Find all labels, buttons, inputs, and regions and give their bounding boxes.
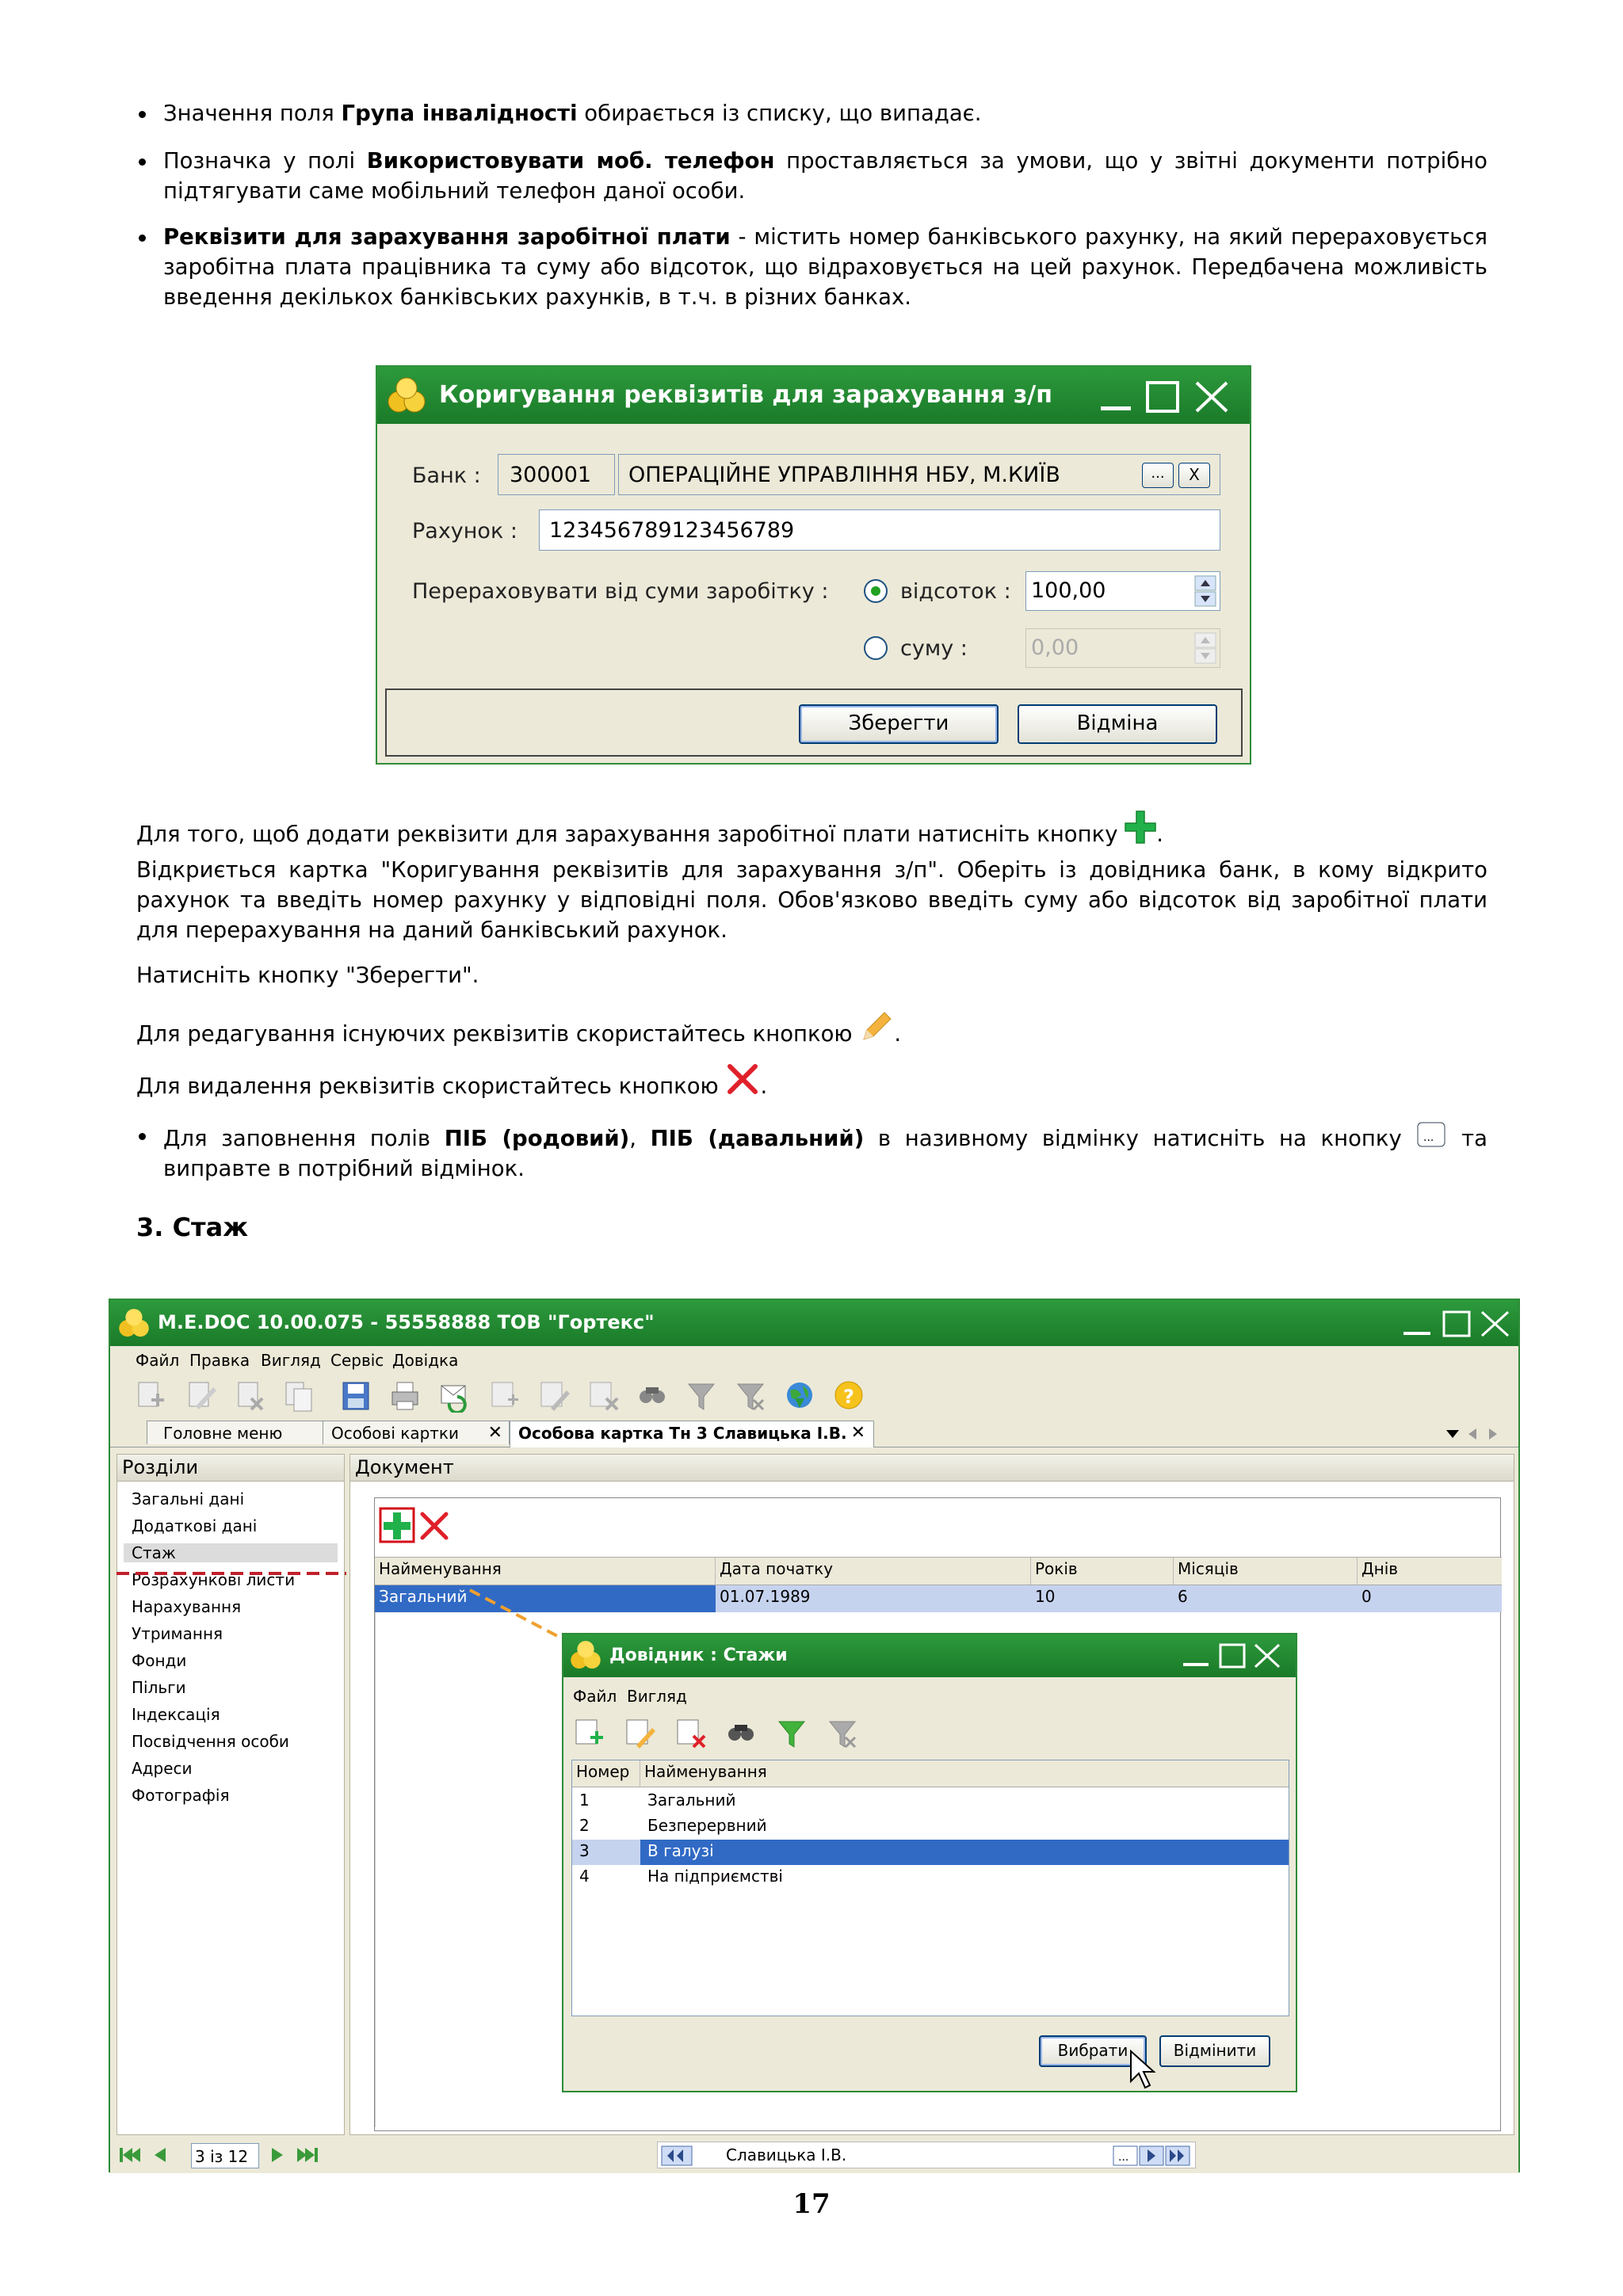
first-record-icon[interactable]: [118, 2145, 142, 2165]
document-header: Документ: [350, 1455, 1514, 1482]
update-globe-icon[interactable]: [784, 1379, 815, 1413]
person-first-icon[interactable]: [661, 2145, 693, 2166]
maximize-icon[interactable]: [1218, 1642, 1247, 1669]
copy-doc-icon[interactable]: [283, 1379, 315, 1413]
dict-filter-icon[interactable]: [776, 1717, 808, 1750]
list-item[interactable]: [572, 1789, 1289, 1814]
percent-field[interactable]: 100,00: [1025, 571, 1220, 611]
row-years: 10: [1035, 1587, 1056, 1606]
medoc-window: [109, 1299, 1520, 2172]
menu-help[interactable]: Довідка: [392, 1351, 459, 1370]
nav-benefits[interactable]: Пільги: [132, 1678, 186, 1697]
account-label: Рахунок :: [412, 519, 517, 543]
row-days: 0: [1361, 1587, 1372, 1606]
grid-left-column: [375, 1612, 376, 2127]
tabs-right-icon[interactable]: [1487, 1427, 1499, 1441]
app-menu-bar: [110, 1346, 1518, 1375]
ellipsis-button-icon: [1415, 1120, 1447, 1149]
nav-funds[interactable]: Фонди: [132, 1651, 187, 1670]
sections-header: Розділи: [117, 1455, 344, 1482]
dict-header-name[interactable]: Найменування: [644, 1762, 767, 1781]
dict-edit-icon[interactable]: [624, 1717, 655, 1750]
tab-strip: [110, 1421, 1518, 1447]
dict-row-number: 2: [579, 1816, 590, 1835]
dict-row-name: Безперервний: [647, 1816, 767, 1835]
new-doc-icon[interactable]: [134, 1379, 166, 1413]
app-logo-icon: [568, 1639, 603, 1671]
delete-doc-icon[interactable]: [234, 1379, 265, 1413]
bank-label: Банк :: [412, 463, 481, 488]
nav-payslips[interactable]: Розрахункові листи: [132, 1570, 296, 1589]
app-logo-icon: [385, 376, 428, 414]
grid-header-days[interactable]: Днів: [1361, 1559, 1399, 1578]
nav-general[interactable]: Загальні дані: [132, 1489, 245, 1508]
save-button[interactable]: Зберегти: [799, 704, 999, 744]
bullet-disability-group: Значення поля Група інвалідності обирається із списку, що випадає.: [136, 98, 1487, 128]
app-title: M.E.DOC 10.00.075 - 55558888 ТОВ "Гортекс": [158, 1311, 655, 1333]
maximize-icon[interactable]: [1144, 379, 1181, 414]
select-button[interactable]: Вибрати: [1039, 2035, 1147, 2067]
bullet-fill-names: Для заповнення полів ПІБ (родовий), ПІБ (давальний) в називному відмінку натисніть на кнопку ... та виправте в потрібний відмінок.: [136, 1120, 1487, 1184]
requisites-dialog: [376, 365, 1251, 765]
dict-row-number: 1: [579, 1791, 590, 1810]
plus-icon: [1125, 810, 1156, 845]
delete-x-icon: [725, 1062, 760, 1097]
tab-personal-cards[interactable]: Особові картки ✕: [323, 1421, 510, 1444]
percent-label: відсоток :: [900, 579, 1011, 604]
list-item[interactable]: [572, 1814, 1289, 1840]
dict-row-name: На підприємстві: [647, 1867, 783, 1886]
app-logo-icon: [116, 1306, 151, 1340]
status-bar: [110, 2137, 1518, 2173]
delete-record-icon[interactable]: [419, 1511, 449, 1541]
add-row-icon[interactable]: [489, 1379, 521, 1413]
tabs-left-icon[interactable]: [1467, 1427, 1478, 1441]
dialog-titlebar: [377, 367, 1250, 424]
nav-addresses[interactable]: Адреси: [132, 1759, 193, 1778]
mouse-cursor-icon: [1129, 2050, 1156, 2089]
dictionary-titlebar: [563, 1634, 1296, 1677]
grid-header-months[interactable]: Місяців: [1174, 1558, 1358, 1585]
bullet-mobile-phone: Позначка у полі Використовувати моб. телефон проставляється за умови, що у звітні документи потрібно підтягувати саме мобільний телефон даної особи.: [136, 146, 1487, 206]
open-card-paragraph: Відкриється картка "Коригування реквізитів для зарахування з/п". Оберіть із довідника банк, в кому відкрито рахунок та введіть номер рахунку у відповідні поля. Обов'язково введіть суму або відсоток від заробітної плати для перерахування на даний банківський рахунок.: [136, 857, 1487, 943]
dict-row-number: 3: [579, 1841, 590, 1860]
dict-header-number[interactable]: Номер: [572, 1760, 640, 1787]
dialog-title: Коригування реквізитів для зарахування з/п: [439, 381, 1052, 409]
list-item-selected[interactable]: [572, 1840, 1289, 1865]
experience-dictionary-dialog: [562, 1633, 1297, 2092]
dictionary-title: Довідник : Стажи: [609, 1646, 788, 1665]
save-paragraph: Натисніть кнопку "Зберегти".: [136, 963, 479, 988]
person-nav: [657, 2142, 1196, 2168]
tab-close-icon[interactable]: ✕: [850, 1423, 865, 1443]
nav-experience[interactable]: Стаж: [124, 1543, 338, 1562]
nav-deductions[interactable]: Утримання: [132, 1624, 223, 1643]
edit-row-icon[interactable]: [538, 1379, 570, 1413]
account-field[interactable]: 123456789123456789: [539, 509, 1220, 551]
prev-record-icon[interactable]: [150, 2145, 170, 2165]
dict-menu-file[interactable]: Файл: [573, 1687, 617, 1706]
close-icon[interactable]: [1193, 379, 1230, 414]
percent-spinner-icon[interactable]: [1194, 575, 1216, 607]
bank-name-field[interactable]: ОПЕРАЦІЙНЕ УПРАВЛІННЯ НБУ, М.КИЇВ ... X: [618, 454, 1220, 495]
close-icon[interactable]: [1253, 1642, 1281, 1669]
cancel-button[interactable]: Відміна: [1018, 704, 1217, 744]
svg-text:...: ...: [1118, 2151, 1129, 2164]
row-start-date: 01.07.1989: [720, 1587, 811, 1606]
dict-row-name: В галузі: [640, 1840, 1289, 1865]
delete-row-icon[interactable]: [587, 1379, 619, 1413]
print-icon[interactable]: [389, 1379, 421, 1413]
bank-clear-button[interactable]: X: [1178, 463, 1210, 488]
delete-paragraph: Для видалення реквізитів скористайтесь кнопкою .: [136, 1062, 1487, 1101]
filter-icon[interactable]: [685, 1379, 717, 1413]
svg-text:...: ...: [1423, 1131, 1434, 1144]
medoc-titlebar: [110, 1300, 1518, 1346]
add-record-icon[interactable]: [378, 1506, 418, 1544]
svg-text:?: ?: [843, 1386, 854, 1408]
dict-list: [571, 1760, 1289, 2016]
nav-accruals[interactable]: Нарахування: [132, 1597, 242, 1616]
list-item[interactable]: [572, 1865, 1289, 1890]
dialog-button-panel: [385, 688, 1243, 757]
edit-doc-icon[interactable]: [185, 1379, 216, 1413]
filter-off-icon[interactable]: [735, 1379, 766, 1413]
sum-spinner-icon: [1194, 632, 1216, 664]
find-icon[interactable]: [636, 1379, 668, 1413]
minimize-icon[interactable]: [1182, 1644, 1210, 1669]
grid-header-name[interactable]: Найменування: [375, 1558, 716, 1585]
dict-row-name: Загальний: [647, 1791, 736, 1810]
sum-label: суму :: [900, 636, 968, 661]
tab-personal-card-3[interactable]: Особова картка Тн 3 Славицька І.В. ✕: [510, 1421, 874, 1447]
dict-filter-off-icon[interactable]: [827, 1717, 858, 1750]
menu-view[interactable]: Вигляд: [261, 1351, 321, 1370]
dict-find-icon[interactable]: [725, 1717, 757, 1750]
minimize-icon[interactable]: [1098, 383, 1135, 414]
sum-field[interactable]: 0,00: [1025, 628, 1220, 668]
status-person: Славицька І.В.: [726, 2145, 847, 2164]
dict-row-number: 4: [579, 1867, 590, 1886]
nav-photo[interactable]: Фотографія: [132, 1786, 230, 1805]
bank-browse-button[interactable]: ...: [1142, 463, 1174, 488]
dict-cancel-button[interactable]: Відмінити: [1159, 2035, 1270, 2067]
add-instruction: Для того, щоб додати реквізити для зарахування заробітної плати натисніть кнопку .: [136, 810, 1487, 849]
row-name: Загальний: [375, 1585, 716, 1612]
help-icon[interactable]: [833, 1379, 865, 1413]
nav-indexation[interactable]: Індексація: [132, 1705, 220, 1724]
percent-radio[interactable]: [862, 578, 889, 605]
sum-radio[interactable]: [862, 635, 889, 662]
last-record-icon[interactable]: [296, 2145, 319, 2165]
menu-service[interactable]: Сервіс: [330, 1351, 384, 1370]
dict-add-icon[interactable]: [573, 1717, 605, 1750]
pencil-icon: [859, 1009, 894, 1044]
save-icon[interactable]: [340, 1379, 372, 1413]
maximize-icon[interactable]: [1442, 1310, 1473, 1338]
menu-file[interactable]: Файл: [136, 1351, 180, 1370]
sections-pane: [116, 1454, 345, 2135]
bank-code-field[interactable]: 300001: [498, 454, 615, 495]
person-buttons-icon[interactable]: [1113, 2145, 1192, 2166]
recalc-label: Перераховувати від суми заробітку :: [412, 579, 829, 604]
edit-paragraph: Для редагування існуючих реквізитів скористайтесь кнопкою .: [136, 1009, 1487, 1049]
minimize-icon[interactable]: [1402, 1311, 1434, 1338]
bullet-salary-requisites: Реквізити для зарахування заробітної плати - містить номер банківського рахунку, на який перераховується заробітна плата працівника та суму або відсоток, що відраховується на цей рахунок. Передбачена можливість введення декількох банківських рахунків, в т.ч. в різних банках.: [136, 222, 1487, 312]
app-toolbar: [110, 1376, 1518, 1419]
menu-edit[interactable]: Правка: [189, 1351, 250, 1370]
send-refresh-icon[interactable]: [438, 1379, 470, 1413]
row-months: 6: [1178, 1587, 1188, 1606]
tab-close-icon[interactable]: ✕: [487, 1423, 502, 1443]
dict-delete-icon[interactable]: [674, 1717, 706, 1750]
section-heading: 3. Стаж: [136, 1212, 249, 1242]
close-icon[interactable]: [1480, 1310, 1511, 1338]
next-record-icon[interactable]: [267, 2145, 288, 2165]
nav-additional[interactable]: Додаткові дані: [132, 1516, 258, 1535]
nav-id-document[interactable]: Посвідчення особи: [132, 1732, 289, 1751]
tabs-dropdown-icon[interactable]: [1445, 1428, 1461, 1440]
grid-header-start-date[interactable]: Дата початку: [716, 1558, 1031, 1585]
dict-header-row: [572, 1760, 1289, 1787]
page-number: 17: [792, 2188, 831, 2220]
dict-menu-view[interactable]: Вигляд: [627, 1687, 687, 1706]
grid-header-years[interactable]: Років: [1031, 1558, 1174, 1585]
grid-header-row: [375, 1557, 1502, 1585]
highlight-connector: [116, 1569, 346, 1577]
record-counter[interactable]: 3 із 12: [191, 2143, 259, 2168]
tab-main-menu[interactable]: Головне меню: [147, 1421, 335, 1444]
